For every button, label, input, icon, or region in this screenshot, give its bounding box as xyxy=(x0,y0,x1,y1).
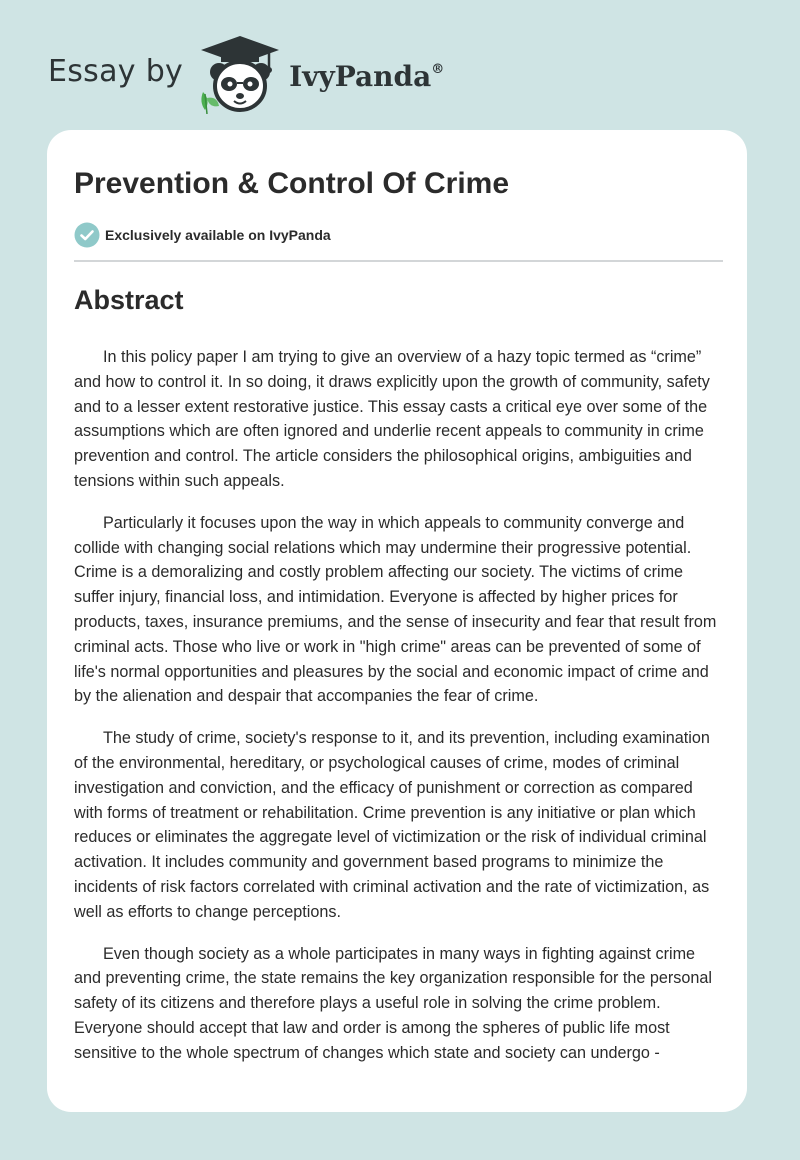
paragraph: The study of crime, society's response to it, and its prevention, including examination of the environmental, hereditary, or psychological causes of crime, modes of criminal investigation and conviction, and the efficacy of punishment or correction as compared with forms of treatment or rehabilitation. Crime prevention is any initiative or plan which reduces or eliminates the aggregate level of victimization or the risk of individual criminal activation. It includes community and government based programs to minimize the incidents of risk factors correlated with criminal activation and the rate of victimization, as well as efforts to change perceptions. xyxy=(74,729,710,921)
divider xyxy=(74,260,723,262)
paragraph: Particularly it focuses upon the way in which appeals to community converge and collide with changing social relations which may undermine their progressive potential. Crime is a demoralizing and costly problem affecting our society. The victims of crime suffer injury, financial loss, and intimidation. Everyone is affected by higher prices for products, taxes, insurance premiums, and the sense of insecurity and fear that result from criminal acts. Those who live or work in "high crime" areas can be prevented of some of life's normal opportunities and pleasures by the social and economic impact of crime and by the alienation and despair that accompanies the fear of crime. xyxy=(74,513,717,706)
panda-graduate-logo-icon xyxy=(197,34,283,114)
paragraph: In this policy paper I am trying to give an overview of a hazy topic termed as “crime” and how to control it. In so doing, it draws explicitly upon the growth of community, safety and to a lesser extent restorative justice. This essay casts a critical eye over some of the assumptions which are often ignored and underlie recent appeals to community in crime prevention and control. The article considers the philosophical origins, ambiguities and tensions within such appeals. xyxy=(74,348,710,490)
registered-mark: ® xyxy=(431,61,445,77)
brand-header[interactable] xyxy=(48,34,444,114)
check-circle-icon xyxy=(74,222,100,248)
paragraph: Even though society as a whole participates in many ways in fighting against crime and preventing crime, the state remains the key organization responsible for the personal safety of its citizens and therefore plays a useful role in solving the crime problem. Everyone should accept that law and order is among the spheres of public life most sensitive to the whole spectrum of changes which state and society can undergo - xyxy=(74,944,712,1062)
section-heading-abstract: Abstract xyxy=(74,285,184,315)
exclusive-label: Exclusively available on IvyPanda xyxy=(105,227,331,243)
brand-name: IvyPanda® xyxy=(289,59,445,93)
page-title: Prevention & Control Of Crime xyxy=(74,167,510,200)
essay-by-label: Essay by xyxy=(48,53,184,89)
essay-card xyxy=(47,130,747,1112)
essay-body xyxy=(74,345,724,1083)
exclusive-badge xyxy=(74,222,331,248)
